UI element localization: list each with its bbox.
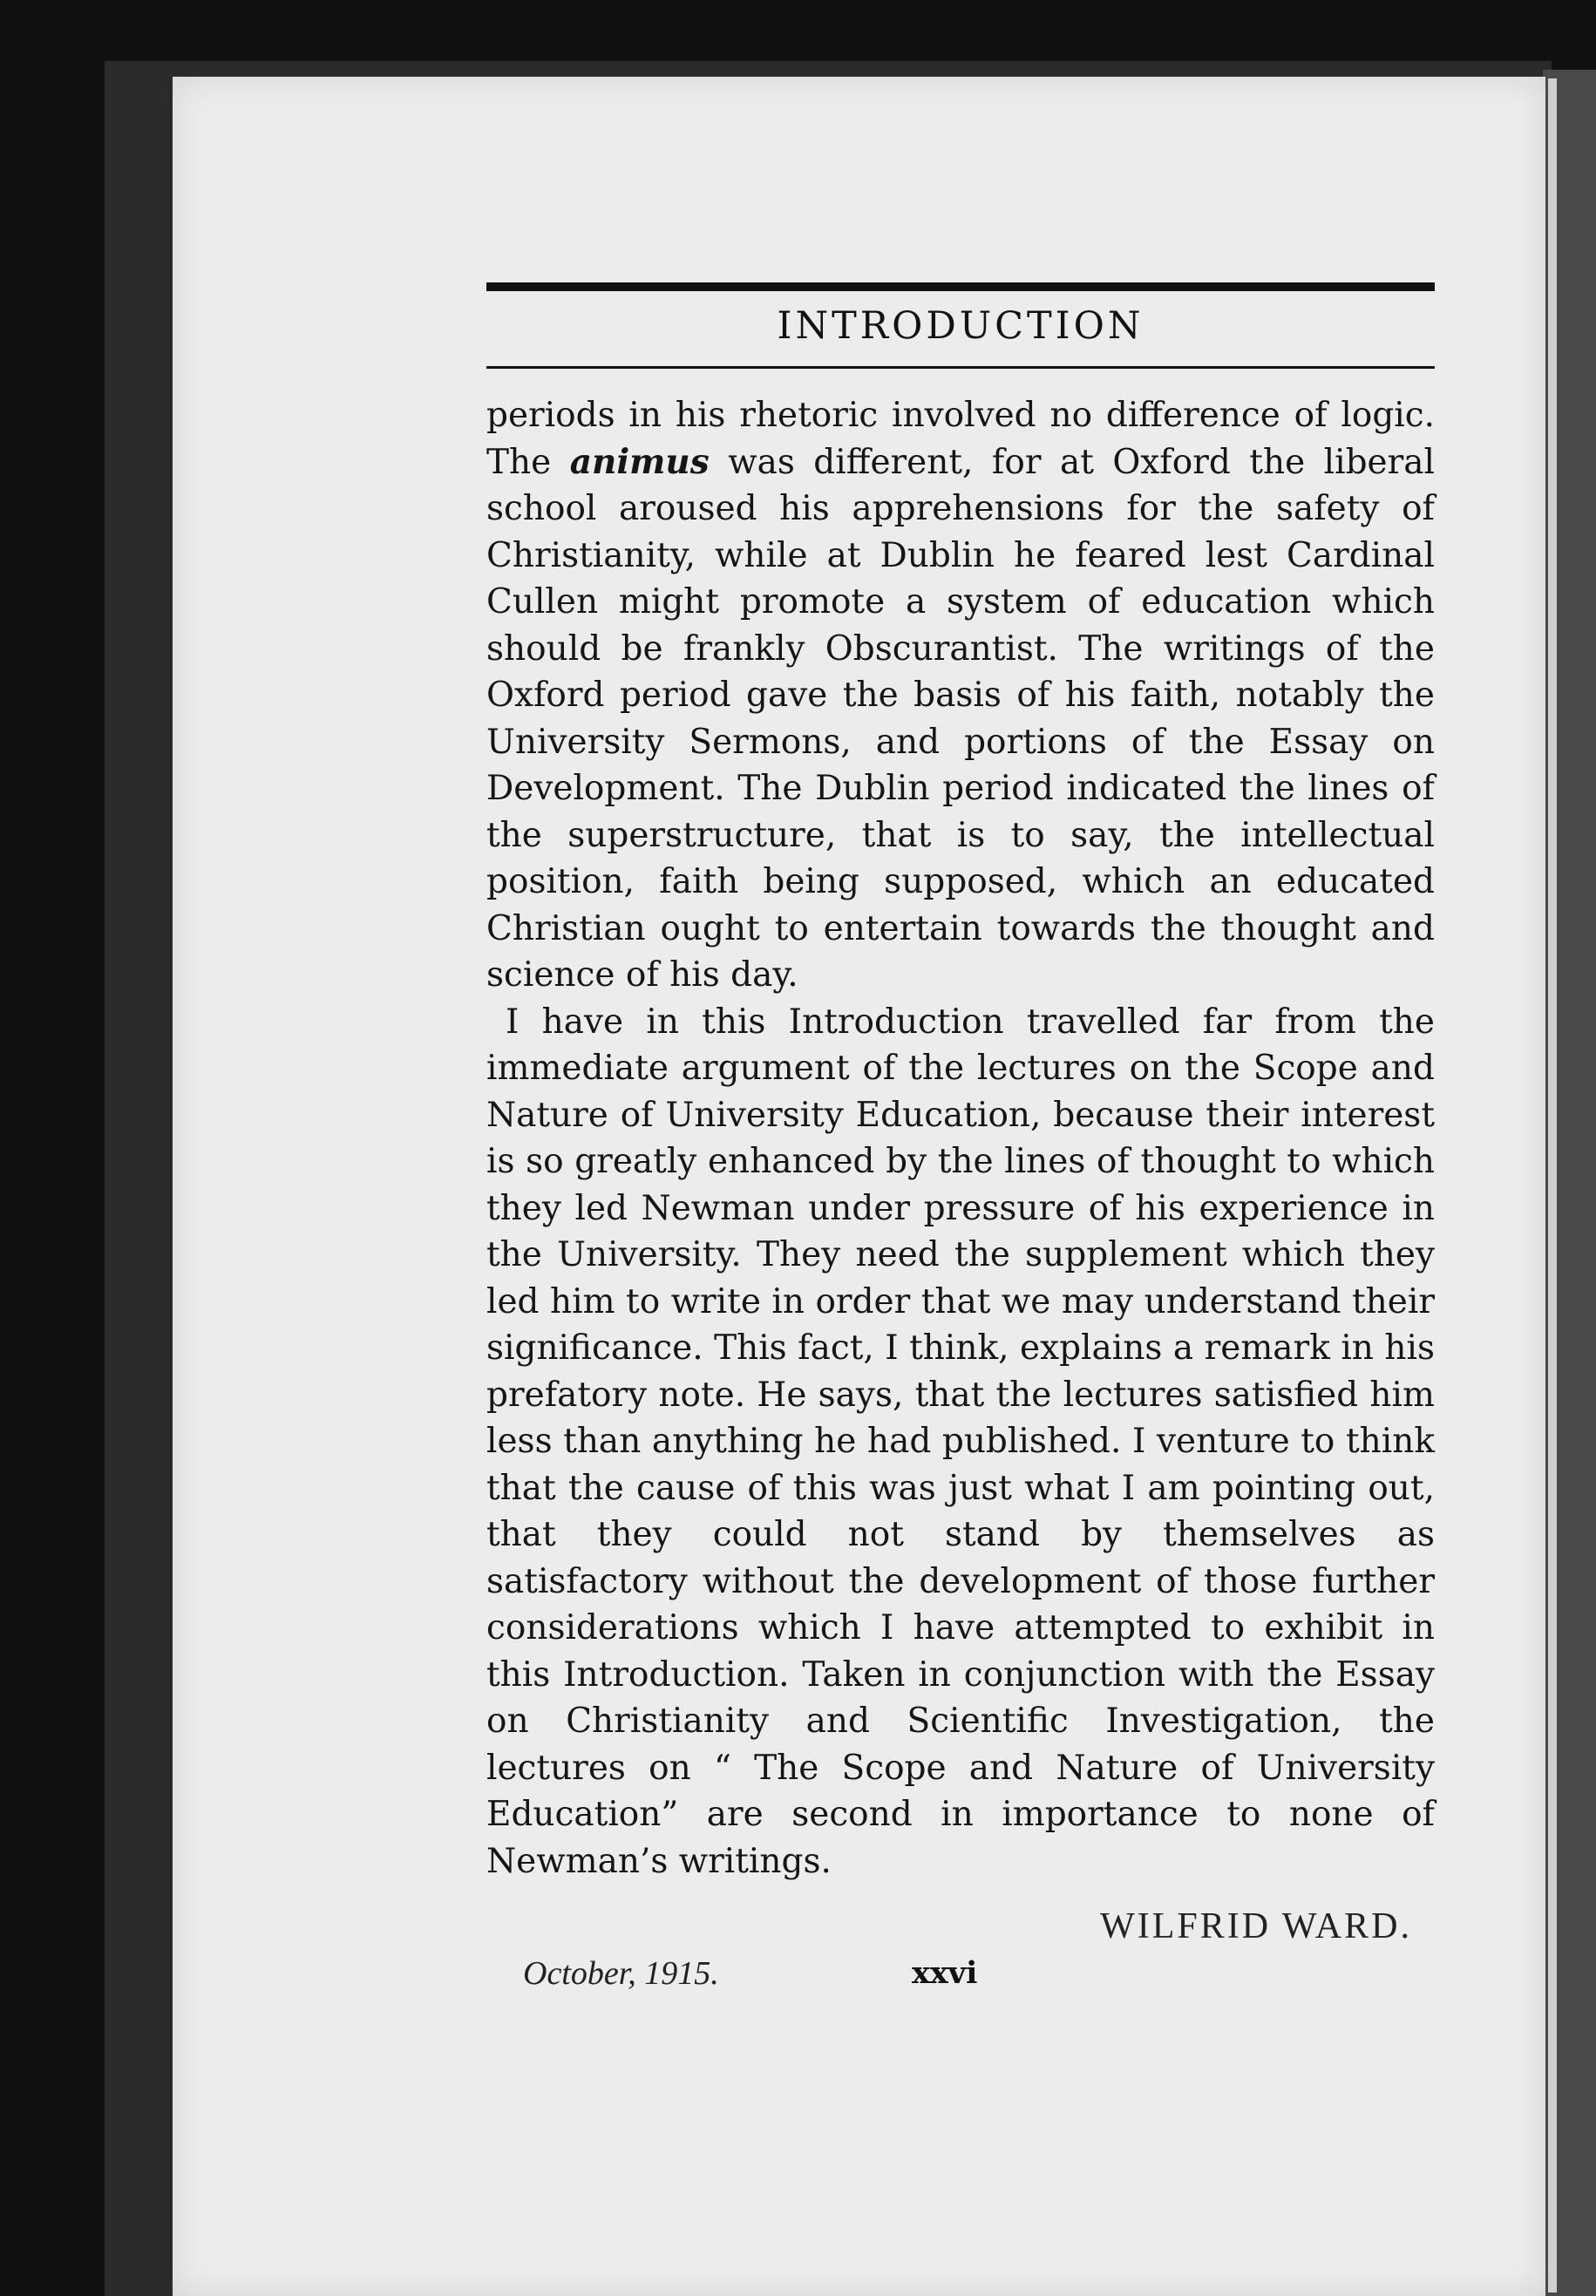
paragraph-1: periods in his rhetoric involved no difference of logic. The animus was different, for at Oxford the liberal school aroused his apprehensions for the safety of Christianity, while at Dublin he feared lest Cardinal Cullen might promote a system of education which should be frankly Obscurantist. The writings of the Oxford period gave the basis of his faith, notably the University Sermons, and portions of the Essay on Development. The Dublin period indicated the lines of the superstructure, that is to say, the intellectual position, faith being supposed, which an educated Christian ought to entertain towards the thought and science of his day. [486,396,1436,995]
footer-date: October, 1915. [523,1955,719,1992]
running-header-title: INTRODUCTION [777,304,1144,348]
body-text [486,392,1435,1885]
header-rule-top [486,282,1435,291]
page-number: xxvi [912,1955,978,1991]
emphasis-animus: animus [569,441,710,482]
paragraph-2: I have in this Introduction travelled far from the immediate argument of the lectures on the Scope and Nature of University Education, because their interest is so greatly enhanced by the lines of thought to which they led Newman under pressure of his experience in the University. They need the supplement which they led him to write in order that we may understand their significance. This fact, I think, explains a remark in his prefatory note. He says, that the lectures satisfied him less than anything he had published. I venture to think that the cause of this was just what I am pointing out, that they could not stand by themselves as satisfactory without the development of those further considerations which I have attempted to exhibit in this Introduction. Taken in conjunction with the Essay on Christianity and Scientific Investigation, the lectures on “ The Scope and Nature of University Education” are second in importance to none of Newman’s writings. [486,1002,1435,1881]
page-stack-edge [1548,78,1557,2293]
author-signature: WILFRID WARD. [1100,1906,1412,1946]
header-rule-bottom [486,366,1435,369]
